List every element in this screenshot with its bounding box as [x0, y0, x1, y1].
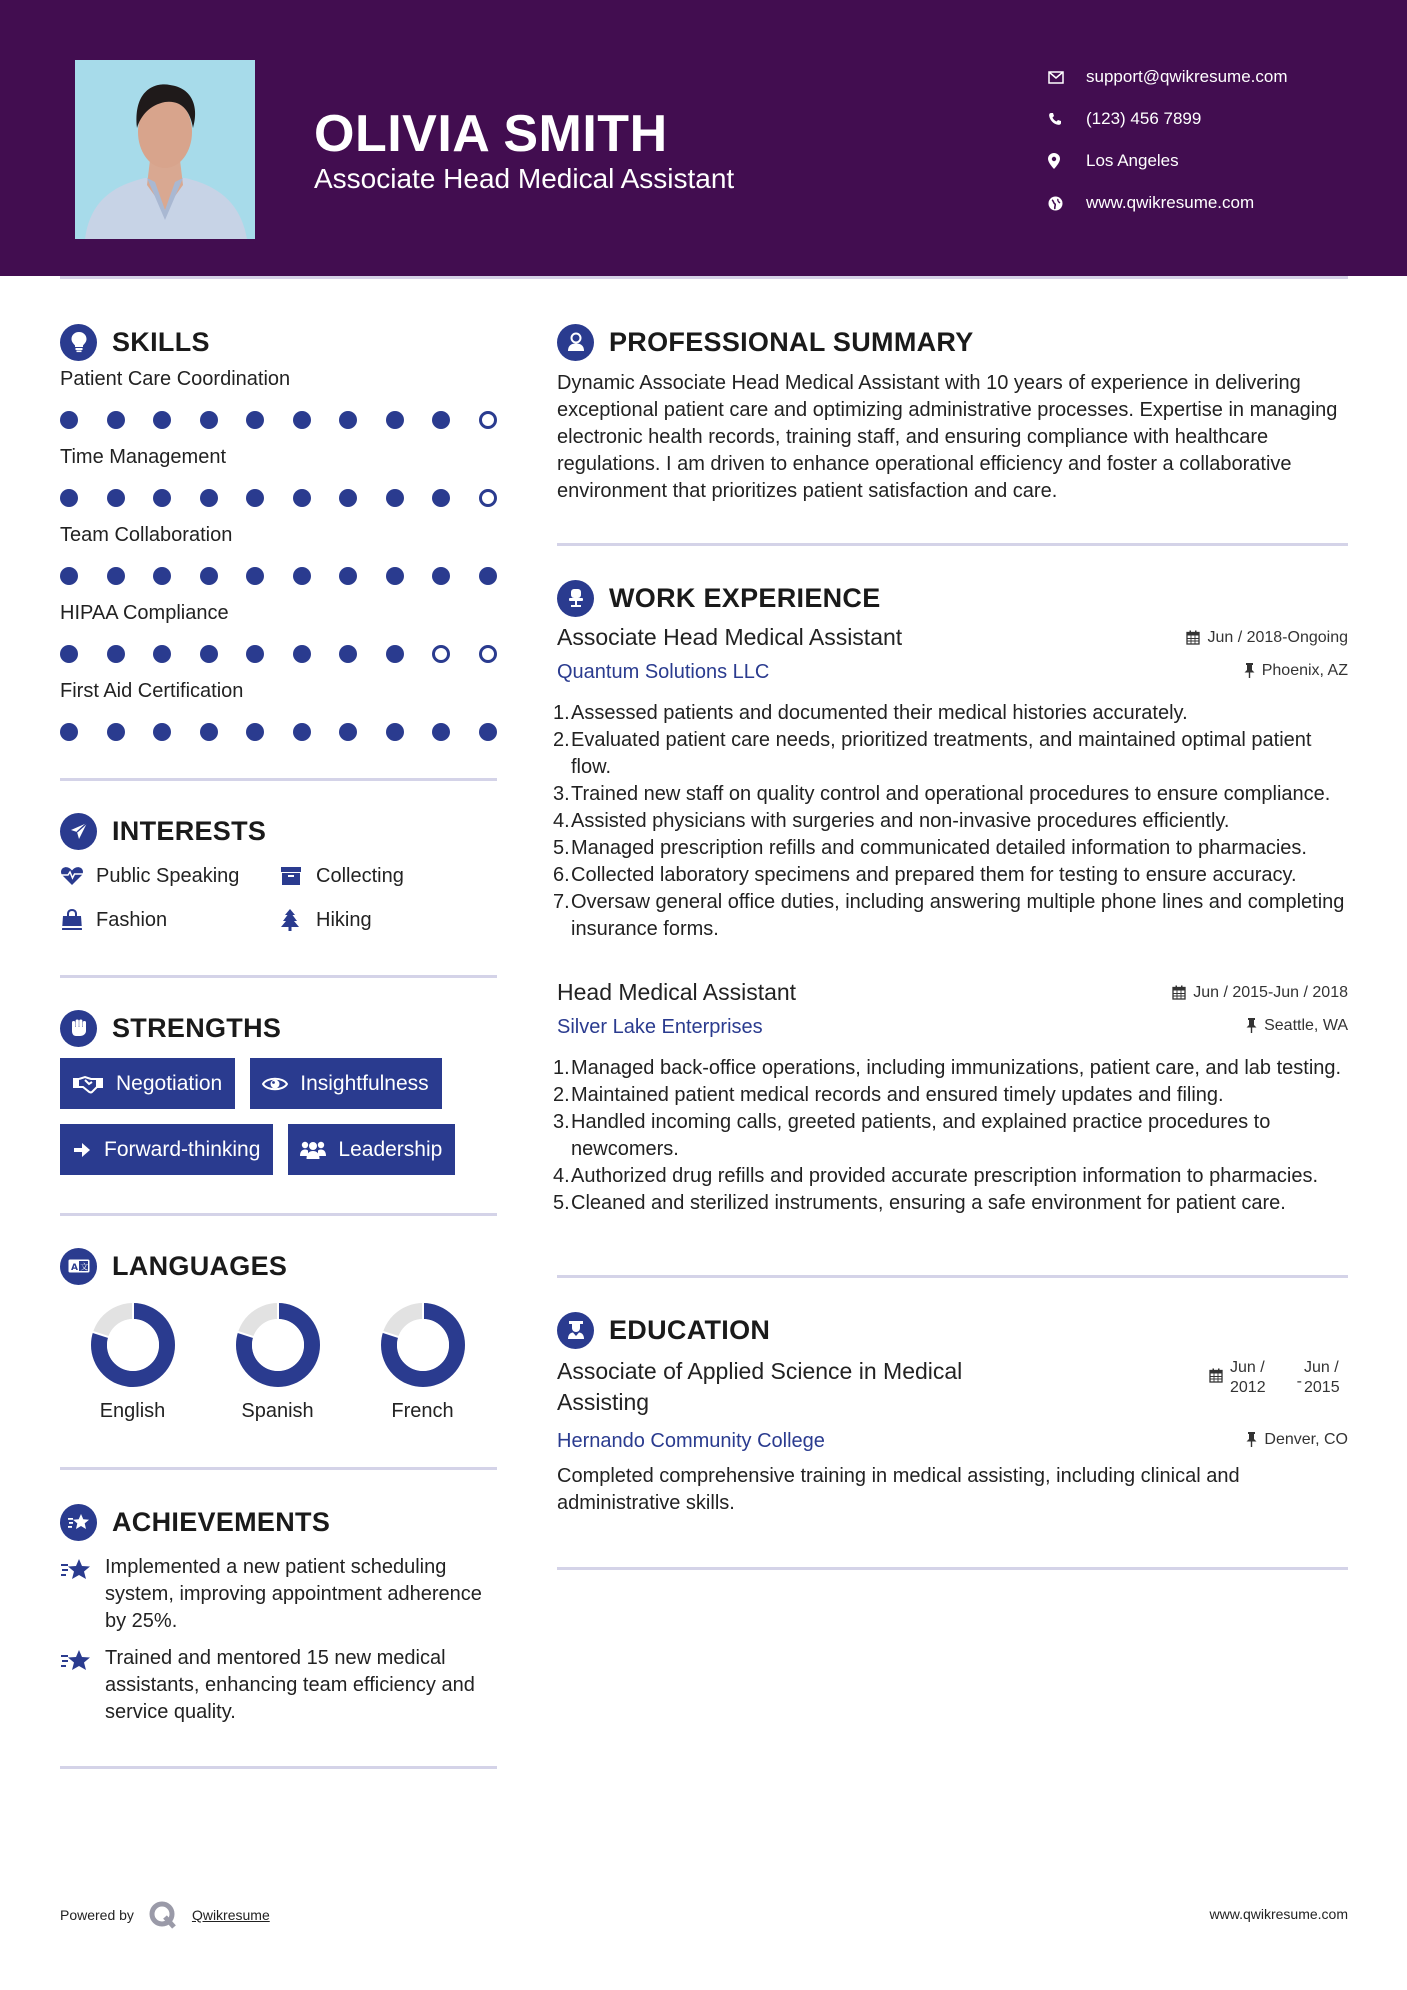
- job-bullet: [553, 889, 1348, 943]
- rating-dot-filled: [246, 723, 264, 741]
- resume-header: [0, 0, 1407, 276]
- languages-title: LANGUAGES: [112, 1250, 288, 1281]
- interest-item: [60, 861, 280, 891]
- rating-dot-filled: [60, 411, 78, 429]
- rating-dot-filled: [386, 567, 404, 585]
- experience-title: WORK EXPERIENCE: [609, 582, 881, 613]
- rating-dot-filled: [153, 567, 171, 585]
- bullet-text: Managed back-office operations, including immunizations, patient care, and lab testing.: [571, 1057, 1342, 1079]
- language-item: [60, 1302, 205, 1423]
- skill-rating: [60, 710, 497, 754]
- section-divider: [557, 1567, 1348, 1570]
- rating-dot-filled: [386, 411, 404, 429]
- experience-heading: [557, 576, 1348, 620]
- calendar-icon: [1172, 985, 1186, 1000]
- interests-section: [60, 809, 497, 978]
- bullet-number: 2.: [553, 1084, 570, 1106]
- job-bullet: [553, 835, 1348, 862]
- job-bullet: [553, 1055, 1348, 1082]
- rating-dot-filled: [107, 489, 125, 507]
- calendar-icon: [1186, 630, 1200, 645]
- contact-website-text: www.qwikresume.com: [1086, 193, 1255, 212]
- graduate-icon: [557, 1312, 594, 1349]
- skills-section: [60, 320, 497, 781]
- rating-dot-filled: [293, 489, 311, 507]
- left-column: [60, 320, 497, 1769]
- rating-dot-filled: [107, 723, 125, 741]
- summary-title: PROFESSIONAL SUMMARY: [609, 326, 974, 357]
- job-bullet: [553, 1109, 1348, 1163]
- phone-icon: [1048, 112, 1086, 126]
- bullet-text: Authorized drug refills and provided accurate prescription information to pharmacies.: [571, 1165, 1319, 1187]
- job-dates-text: Jun / 2018-Ongoing: [1207, 628, 1348, 646]
- pushpin-icon: [1246, 1018, 1257, 1033]
- achievement-text: Implemented a new patient scheduling system, improving appointment adherence by 25%.: [105, 1556, 482, 1632]
- rating-dot-empty: [479, 411, 497, 429]
- skill-name: Team Collaboration: [60, 524, 233, 546]
- rating-dot-filled: [153, 645, 171, 663]
- strength-tag: [60, 1124, 273, 1175]
- job-entry: [553, 624, 1348, 943]
- pushpin-icon: [1244, 663, 1255, 678]
- rating-dot-filled: [293, 567, 311, 585]
- rating-dot-filled: [386, 645, 404, 663]
- rating-dot-filled: [386, 723, 404, 741]
- rating-dot-filled: [60, 489, 78, 507]
- globe-icon: [1048, 196, 1086, 211]
- lightbulb-icon: [60, 324, 97, 361]
- achievements-section: [60, 1500, 497, 1769]
- job-location: [1244, 662, 1348, 680]
- rating-dot-filled: [60, 645, 78, 663]
- job-bullet: [553, 727, 1348, 781]
- strength-label: Insightfulness: [300, 1071, 429, 1095]
- strengths-section: [60, 1006, 497, 1216]
- paper-plane-icon: [60, 813, 97, 850]
- job-entry: [553, 979, 1348, 1217]
- interest-item: [280, 861, 480, 891]
- tree-icon: [280, 909, 316, 931]
- education-description: Completed comprehensive training in medical assisting, including clinical and administrative skills.: [557, 1465, 1240, 1514]
- svg-text:A: A: [70, 1263, 78, 1273]
- footer-url[interactable]: www.qwikresume.com: [1209, 1906, 1348, 1922]
- education-section: [557, 1308, 1348, 1570]
- rating-dot-empty: [479, 645, 497, 663]
- job-bullets: [553, 700, 1348, 943]
- job-bullet: [553, 1082, 1348, 1109]
- job-title-row: [557, 979, 1348, 1006]
- bullet-text: Assisted physicians with surgeries and non-invasive procedures efficiently.: [571, 810, 1230, 832]
- bullet-number: 1.: [553, 1057, 570, 1079]
- languages-heading: [60, 1244, 497, 1288]
- job-company-row: [557, 1016, 1348, 1039]
- job-bullet: [553, 1190, 1348, 1217]
- strengths-title: STRENGTHS: [112, 1012, 282, 1043]
- language-item: [350, 1302, 495, 1423]
- interest-label: Collecting: [316, 864, 404, 887]
- degree-title: Associate of Applied Science in Medical Assisting: [557, 1358, 963, 1415]
- rating-dot-filled: [339, 723, 357, 741]
- achievements-list: [60, 1554, 497, 1726]
- bullet-number: 3.: [553, 1111, 570, 1133]
- rating-dot-filled: [432, 723, 450, 741]
- rating-dot-filled: [432, 567, 450, 585]
- bullet-text: Cleaned and sterilized instruments, ensuring a safe environment for patient care.: [571, 1192, 1286, 1214]
- powered-by-label: Powered by: [60, 1907, 134, 1923]
- interests-heading: [60, 809, 497, 853]
- language-donut-chart: [380, 1302, 466, 1388]
- achievement-item: [60, 1645, 497, 1726]
- shooting-star-icon: [60, 1554, 105, 1635]
- job-location: [1246, 1017, 1348, 1035]
- rating-dot-filled: [60, 567, 78, 585]
- rating-dot-filled: [246, 567, 264, 585]
- achievements-heading: [60, 1500, 497, 1544]
- rating-dot-filled: [432, 489, 450, 507]
- bullet-number: 3.: [553, 783, 570, 805]
- rating-dot-empty: [479, 489, 497, 507]
- skill-name: First Aid Certification: [60, 680, 244, 702]
- bullet-text: Maintained patient medical records and ensured timely updates and filing.: [571, 1084, 1224, 1106]
- skills-list: [60, 368, 497, 754]
- job-title: Head Medical Assistant: [557, 979, 797, 1005]
- qwikresume-logo-icon: [148, 1900, 178, 1930]
- job-bullet: [553, 1163, 1348, 1190]
- rating-dot-filled: [246, 411, 264, 429]
- skill-name: HIPAA Compliance: [60, 602, 229, 624]
- strengths-list: [60, 1058, 497, 1175]
- job-bullet: [553, 781, 1348, 808]
- language-icon: [60, 1248, 97, 1285]
- job-location-text: Seattle, WA: [1264, 1016, 1348, 1034]
- strength-tag: [250, 1058, 441, 1109]
- rating-dot-filled: [200, 411, 218, 429]
- envelope-icon: [1048, 71, 1086, 84]
- company-name: Silver Lake Enterprises: [557, 1016, 763, 1038]
- star-badge-icon: [60, 1504, 97, 1541]
- rating-dot-filled: [200, 567, 218, 585]
- skill-name: Patient Care Coordination: [60, 368, 291, 390]
- rating-dot-filled: [479, 567, 497, 585]
- summary-heading: [557, 320, 1348, 364]
- candidate-name: OLIVIA SMITH: [314, 105, 668, 163]
- achievement-item: [60, 1554, 497, 1635]
- contact-phone[interactable]: [1048, 98, 1288, 140]
- rating-dot-filled: [200, 723, 218, 741]
- bullet-text: Managed prescription refills and communicated detailed information to pharmacies.: [571, 837, 1307, 859]
- qwikresume-link[interactable]: Qwikresume: [191, 1907, 270, 1923]
- bullet-text: Oversaw general office duties, including answering multiple phone lines and completing insurance forms.: [571, 891, 1345, 940]
- skill-rating: [60, 554, 497, 598]
- languages-section: [60, 1244, 497, 1470]
- section-divider: [60, 778, 497, 781]
- interest-label: Hiking: [316, 908, 372, 931]
- rating-dot-filled: [293, 645, 311, 663]
- rating-dot-filled: [107, 411, 125, 429]
- bullet-text: Handled incoming calls, greeted patients, and explained practice procedures to newcomers.: [571, 1111, 1271, 1160]
- contact-email[interactable]: [1048, 56, 1288, 98]
- section-divider: [60, 975, 497, 978]
- rating-dot-filled: [339, 567, 357, 585]
- language-name: French: [391, 1400, 454, 1422]
- job-bullet: [553, 862, 1348, 889]
- education-dates: [1209, 1358, 1348, 1418]
- rating-dot-filled: [386, 489, 404, 507]
- rating-dot-filled: [153, 489, 171, 507]
- bullet-text: Collected laboratory specimens and prepared them for testing to ensure accuracy.: [571, 864, 1297, 886]
- language-name: English: [99, 1400, 166, 1422]
- job-dates: [1172, 984, 1348, 1002]
- eye-icon: [262, 1076, 288, 1092]
- heartbeat-icon: [60, 866, 96, 886]
- profile-photo: [75, 60, 255, 239]
- rating-dot-filled: [60, 723, 78, 741]
- strength-tag: [288, 1124, 455, 1175]
- rating-dot-filled: [107, 567, 125, 585]
- interest-item: [60, 905, 280, 935]
- section-divider: [60, 1213, 497, 1216]
- job-company-row: [557, 661, 1348, 684]
- rating-dot-filled: [293, 723, 311, 741]
- rating-dot-filled: [432, 411, 450, 429]
- rating-dot-filled: [107, 645, 125, 663]
- rating-dot-filled: [479, 723, 497, 741]
- language-name: Spanish: [241, 1400, 314, 1422]
- bullet-text: Trained new staff on quality control and operational procedures to ensure compliance.: [571, 783, 1331, 805]
- section-divider: [60, 1467, 497, 1470]
- interest-label: Fashion: [96, 908, 168, 931]
- bullet-text: Evaluated patient care needs, prioritized treatments, and maintained optimal patient flow.: [571, 729, 1312, 778]
- education-start: Jun / 2012: [1230, 1359, 1266, 1396]
- handshake-icon: [72, 1074, 104, 1094]
- strength-label: Leadership: [338, 1137, 443, 1161]
- svg-text:文: 文: [79, 1262, 88, 1272]
- interest-label: Public Speaking: [96, 864, 240, 887]
- calendar-icon: [1209, 1368, 1223, 1383]
- header-divider: [60, 276, 1348, 279]
- achievements-title: ACHIEVEMENTS: [112, 1506, 331, 1537]
- rating-dot-filled: [293, 411, 311, 429]
- rating-dot-empty: [432, 645, 450, 663]
- bullet-number: 4.: [553, 1165, 570, 1187]
- rating-dot-filled: [153, 723, 171, 741]
- section-divider: [557, 543, 1348, 546]
- summary-text: Dynamic Associate Head Medical Assistant with 10 years of experience in delivering exceptional patient care and optimizing administrative processes. Expertise in managing electronic health records, training staff, and ensuring compliance with healthcare regulations. I am driven to enhance operational efficiency and foster a collaborative environment that prioritizes patient satisfaction and care.: [557, 372, 1338, 502]
- bullet-number: 5.: [553, 1192, 570, 1214]
- office-chair-icon: [557, 580, 594, 617]
- contact-location: [1048, 140, 1288, 182]
- language-donut-chart: [90, 1302, 176, 1388]
- skill-rating: [60, 632, 497, 676]
- bullet-number: 2.: [553, 729, 570, 751]
- date-separator: -: [1296, 1373, 1302, 1390]
- languages-list: [60, 1302, 497, 1423]
- contact-phone-text: (123) 456 7899: [1086, 109, 1202, 128]
- fist-icon: [60, 1010, 97, 1047]
- education-location-text: Denver, CO: [1264, 1430, 1348, 1448]
- bullet-text: Assessed patients and documented their medical histories accurately.: [571, 702, 1188, 724]
- user-icon: [557, 324, 594, 361]
- rating-dot-filled: [339, 489, 357, 507]
- job-dates: [1186, 629, 1348, 647]
- rating-dot-filled: [200, 489, 218, 507]
- job-bullet: [553, 700, 1348, 727]
- skill-rating: [60, 398, 497, 442]
- education-entry: [557, 1356, 1348, 1418]
- job-location-text: Phoenix, AZ: [1261, 661, 1348, 679]
- rating-dot-filled: [200, 645, 218, 663]
- experience-section: [553, 576, 1348, 1278]
- contact-website[interactable]: [1048, 182, 1288, 224]
- achievement-text: Trained and mentored 15 new medical assistants, enhancing team efficiency and service quality.: [105, 1647, 475, 1723]
- footer-powered-by: [60, 1900, 270, 1930]
- shopping-bag-icon: [60, 909, 96, 931]
- skill-name: Time Management: [60, 446, 226, 468]
- section-divider: [557, 1275, 1348, 1278]
- company-name: Quantum Solutions LLC: [557, 661, 770, 683]
- job-title: Associate Head Medical Assistant: [557, 624, 903, 650]
- contact-list: [1048, 56, 1288, 224]
- bullet-number: 4.: [553, 810, 570, 832]
- job-bullets: [553, 1055, 1348, 1217]
- job-bullet: [553, 808, 1348, 835]
- contact-email-text: support@qwikresume.com: [1086, 67, 1288, 86]
- education-location: [1246, 1431, 1348, 1449]
- summary-section: [557, 320, 1348, 546]
- education-heading: [557, 1308, 1348, 1352]
- skills-title: SKILLS: [112, 326, 210, 357]
- strength-label: Negotiation: [116, 1071, 223, 1095]
- bullet-number: 7.: [553, 891, 570, 913]
- right-column: [553, 320, 1348, 1570]
- contact-location-text: Los Angeles: [1086, 151, 1179, 170]
- pushpin-icon: [1246, 1432, 1257, 1447]
- map-pin-icon: [1048, 153, 1086, 169]
- skill-rating: [60, 476, 497, 520]
- education-end: Jun / 2015: [1304, 1359, 1340, 1396]
- school-row: [557, 1430, 1348, 1453]
- language-item: [205, 1302, 350, 1423]
- strengths-heading: [60, 1006, 497, 1050]
- rating-dot-filled: [246, 489, 264, 507]
- arrow-right-icon: [72, 1140, 92, 1160]
- strength-tag: [60, 1058, 235, 1109]
- interests-list: [60, 861, 497, 935]
- shooting-star-icon: [60, 1645, 105, 1726]
- education-title: EDUCATION: [609, 1314, 771, 1345]
- section-divider: [60, 1766, 497, 1769]
- archive-box-icon: [280, 866, 316, 886]
- interests-title: INTERESTS: [112, 815, 267, 846]
- interest-item: [280, 905, 480, 935]
- bullet-number: 1.: [553, 702, 570, 724]
- rating-dot-filled: [339, 411, 357, 429]
- candidate-title: Associate Head Medical Assistant: [314, 163, 735, 194]
- strength-label: Forward-thinking: [104, 1137, 261, 1161]
- job-dates-text: Jun / 2015-Jun / 2018: [1193, 983, 1348, 1001]
- rating-dot-filled: [153, 411, 171, 429]
- jobs-list: [553, 624, 1348, 1217]
- school-name: Hernando Community College: [557, 1430, 825, 1452]
- bullet-number: 5.: [553, 837, 570, 859]
- skills-heading: [60, 320, 497, 364]
- language-donut-chart: [235, 1302, 321, 1388]
- rating-dot-filled: [246, 645, 264, 663]
- bullet-number: 6.: [553, 864, 570, 886]
- job-title-row: [557, 624, 1348, 651]
- users-icon: [300, 1140, 326, 1160]
- rating-dot-filled: [339, 645, 357, 663]
